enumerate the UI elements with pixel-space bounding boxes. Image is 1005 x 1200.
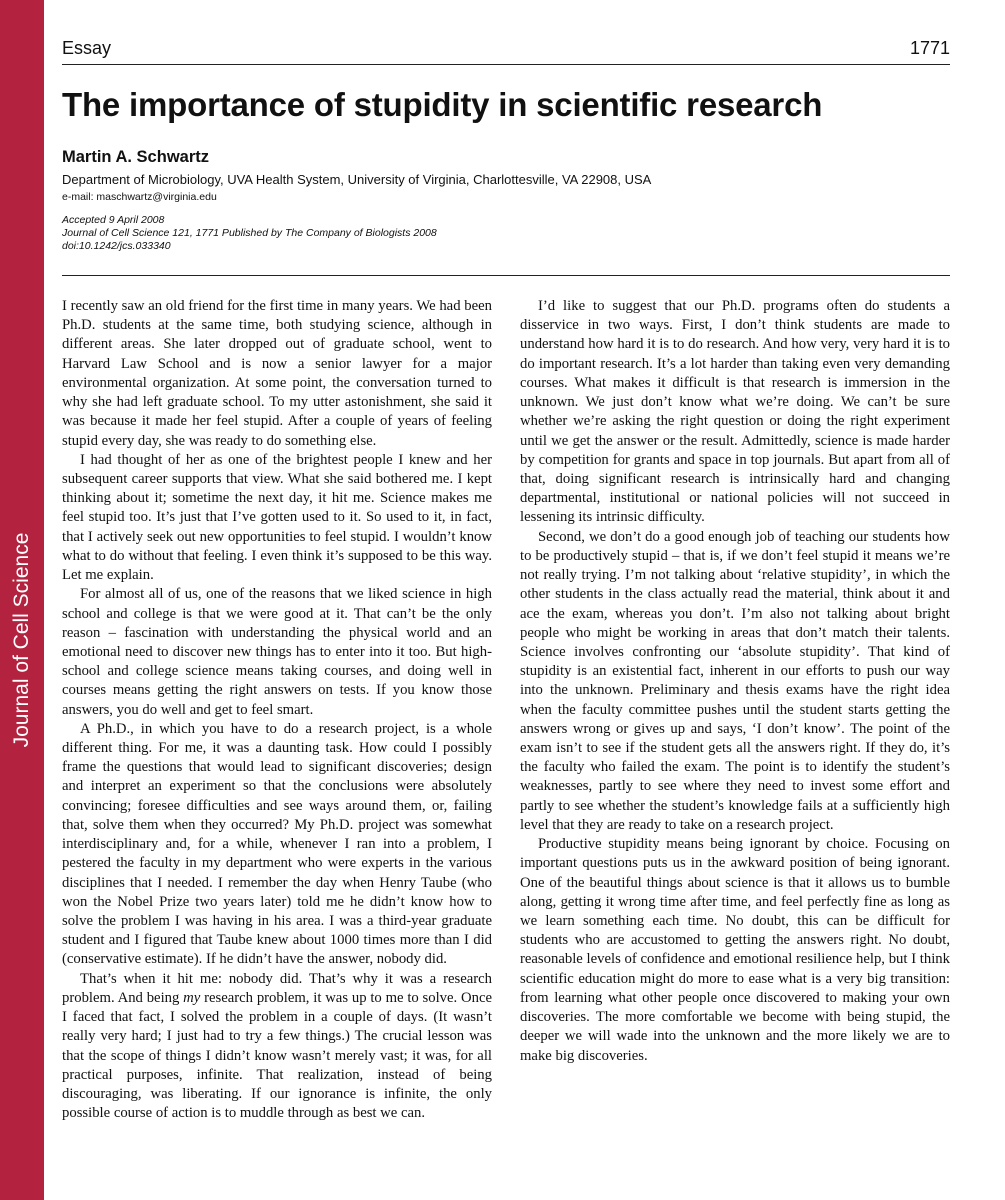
section-label: Essay [62,38,112,58]
paragraph [62,970,492,1124]
paragraph-text: research problem, it was up to me to solve. Once I faced that fact, I solved the problem in a couple of days. (It wasn’t really very hard; I just had to try a few things.) The crucial lesson was that the scope of things I didn’t know wasn’t merely vast; it was, for all practical purposes, infinite. That realization, instead of being discouraging, was liberating. If our ignorance is infinite, the only possible course of action is to muddle through as best we can. [62,989,493,1122]
paragraph: I’d like to suggest that our Ph.D. programs often do students a disservice in two ways. First, I don’t think students are made to understand how hard it is to do research. And how very, very hard it is to do important research. It’s a lot harder than taking even very demanding courses. What makes it difficult is that research is immersion in the unknown. We just don’t know what we’re doing. We can’t be sure whether we’re asking the right question or doing the right experiment until we get the answer or the result. Admittedly, science is made harder by competition for grants and space in top journals. But apart from all of that, doing significant research is intrinsically hard and changing departmental, institutional or national policies will not succeed in lessening its intrinsic difficulty. [520,298,950,526]
paragraph: Productive stupidity means being ignorant by choice. Focusing on important questions puts us in the awkward position of being ignorant. One of the beautiful things about science is that it allows us to bumble along, getting it wrong time after time, and feel perfectly fine as long as we learn something each time. No doubt, this can be difficult for students who are accustomed to getting the answers right. No doubt, reasonable levels of confidence and emotional resilience help, but I think scientific education might do more to ease what is a very big transition: from learning what other people once discovered to making your own discoveries. The more comfortable we become with being stupid, the deeper we will wade into the unknown and the more likely we are to make big discoveries. [520,836,950,1064]
paragraph: For almost all of us, one of the reasons that we liked science in high school and college is that we were good at it. That can’t be the only reason – fascination with understanding the physical world and an emotional need to discover new things has to enter into it too. But high-school and college science means taking courses, and doing well in courses means getting the right answers on tests. If you know those answers, you do well and get to feel smart. [62,586,492,718]
author-affiliation: Department of Microbiology, UVA Health System, University of Virginia, Charlottesville, VA 22908, USA [62,172,652,187]
doi: doi:10.1242/jcs.033340 [62,240,171,252]
running-header [62,38,950,65]
publication-info [62,214,437,253]
emphasis-text: my [183,989,201,1006]
author-name: Martin A. Schwartz [62,148,209,166]
paragraph: I had thought of her as one of the brightest people I knew and her subsequent career supports that view. What she said bothered me. I kept thinking about it; sometime the next day, it hit me. Science makes me feel stupid too. It’s just that I’ve gotten used to it. So used to it, in fact, that I actively seek out new opportunities to feel stupid. I wouldn’t know what to do without that feeling. I even think it’s supposed to be this way. Let me explain. [62,451,492,584]
paragraph: I recently saw an old friend for the first time in many years. We had been Ph.D. students at the same time, both studying science, although in different areas. She later dropped out of graduate school, went to Harvard Law School and is now a senior lawyer for a major environmental organization. At some point, the conversation turned to why she had left graduate school. To my utter astonishment, she said it was because it made her feel stupid. After a couple of years of feeling stupid every day, she was ready to do something else. [62,298,492,449]
journal-citation: Journal of Cell Science 121, 1771 Published by The Company of Biologists 2008 [62,227,437,239]
paragraph: Second, we don’t do a good enough job of teaching our students how to be productively stupid – that is, if we don’t feel stupid it means we’re not really trying. I’m not talking about ‘relative stupidity’, in which the other students in the class actually read the material, think about it and ace the exam, whereas you don’t. I’m also not talking about bright people who might be working in areas that don’t match their talents. Science involves confronting our ‘absolute stupidity’. That kind of stupidity is an existential fact, inherent in our efforts to push our way into the unknown. Preliminary and thesis exams have the right idea when the faculty committee pushes until the student starts getting the answers wrong or gives up and says, ‘I don’t know’. The point of the exam isn’t to see if the student gets all the answers right. If they do, it’s the faculty who failed the exam. The point is to identify the student’s weaknesses, partly to see where they need to invest some effort and partly to see whether the student’s knowledge fails at a sufficiently high level that they are ready to take on a research project. [520,528,950,833]
journal-name: Journal of Cell Science [10,532,33,748]
accepted-date: Accepted 9 April 2008 [62,214,165,226]
page-number: 1771 [909,38,950,58]
paragraph: A Ph.D., in which you have to do a research project, is a whole different thing. For me, it was a daunting task. How could I possibly frame the questions that would lead to significant discoveries; design and interpret an experiment so that the conclusions were absolutely convincing; foresee difficulties and see ways around them, or, failing that, solve them when they occurred? My Ph.D. project was somewhat interdisciplinary and, for a while, whenever I ran into a problem, I pestered the faculty in my department who were experts in the various disciplines that I needed. I remember the day when Henry Taube (who won the Nobel Prize two years later) told me he didn’t know how to solve the problem I was having in his area. I was a third-year graduate student and I figured that Taube knew about 1000 times more than I did (conservative estimate). If he didn’t have the answer, nobody did. [62,720,492,968]
header-divider [62,275,950,276]
author-email: e-mail: maschwartz@virginia.edu [62,191,217,203]
paragraph-text: That’s when it hit me: nobody did. That’s why it was a research problem. And being [62,970,492,1006]
body-column-right [520,297,950,1066]
body-column-left [62,297,492,1123]
article-title: The importance of stupidity in scientific research [62,86,823,123]
journal-sidebar [0,0,44,1200]
